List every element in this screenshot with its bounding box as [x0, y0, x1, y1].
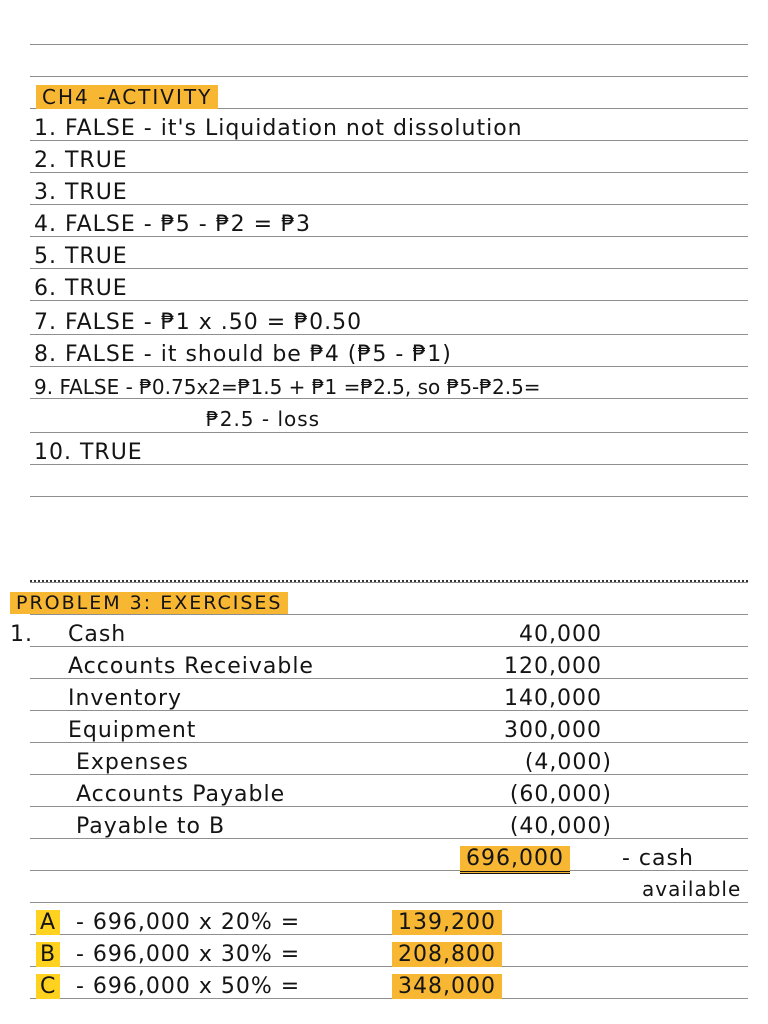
partner-b-formula: - 696,000 x 30% =: [76, 942, 301, 967]
total-amount: 696,000: [460, 846, 570, 874]
page-gap: [0, 500, 768, 570]
partner-a-label: A: [36, 910, 60, 935]
activity-sheet: [0, 0, 768, 500]
answer-6: 6. TRUE: [34, 276, 128, 301]
partner-a-amount: 139,200: [392, 910, 502, 935]
item-label-accounts-payable: Accounts Payable: [76, 782, 286, 807]
item-amount-accounts-payable: (60,000): [509, 782, 612, 807]
activity-title: CH4 -ACTIVITY: [36, 85, 218, 109]
partner-c-label: C: [36, 974, 60, 999]
answer-8: 8. FALSE - it should be ₱4 (₱5 - ₱1): [34, 342, 452, 367]
partner-b-amount: 208,800: [392, 942, 502, 967]
partner-a-formula: - 696,000 x 20% =: [76, 910, 301, 935]
item-amount-inventory: 140,000: [504, 686, 602, 711]
problem-title: PROBLEM 3: EXERCISES: [10, 592, 288, 614]
answer-1: 1. FALSE - it's Liquidation not dissolution: [34, 116, 523, 141]
problem-sheet: [0, 570, 768, 1024]
total-note-2: available: [642, 877, 742, 901]
item-amount-expenses: (4,000): [524, 750, 612, 775]
perforated-edge: [30, 570, 748, 582]
answer-9-continued: ₱2.5 - loss: [206, 407, 321, 431]
item-amount-payable-to-b: (40,000): [509, 814, 612, 839]
problem-number: 1.: [10, 622, 33, 647]
item-label-inventory: Inventory: [68, 686, 183, 711]
partner-c-amount: 348,000: [392, 974, 502, 999]
answer-7: 7. FALSE - ₱1 x .50 = ₱0.50: [34, 310, 363, 335]
answer-4: 4. FALSE - ₱5 - ₱2 = ₱3: [34, 212, 312, 237]
answer-3: 3. TRUE: [34, 180, 128, 205]
partner-c-formula: - 696,000 x 50% =: [76, 974, 301, 999]
item-label-payable-to-b: Payable to B: [76, 814, 226, 839]
item-label-expenses: Expenses: [76, 750, 189, 775]
total-note: - cash: [622, 846, 694, 871]
item-amount-equipment: 300,000: [504, 718, 602, 743]
item-label-equipment: Equipment: [68, 718, 197, 743]
answer-2: 2. TRUE: [34, 148, 128, 173]
item-label-accounts-receivable: Accounts Receivable: [68, 654, 314, 679]
answer-5: 5. TRUE: [34, 244, 128, 269]
answer-9: 9. FALSE - ₱0.75x2=₱1.5 + ₱1 =₱2.5, so ₱5-₱2.5=: [34, 375, 541, 399]
answer-10: 10. TRUE: [34, 440, 143, 465]
item-amount-accounts-receivable: 120,000: [504, 654, 602, 679]
partner-b-label: B: [36, 942, 60, 967]
item-amount-cash: 40,000: [519, 622, 602, 647]
item-label-cash: Cash: [68, 622, 127, 647]
